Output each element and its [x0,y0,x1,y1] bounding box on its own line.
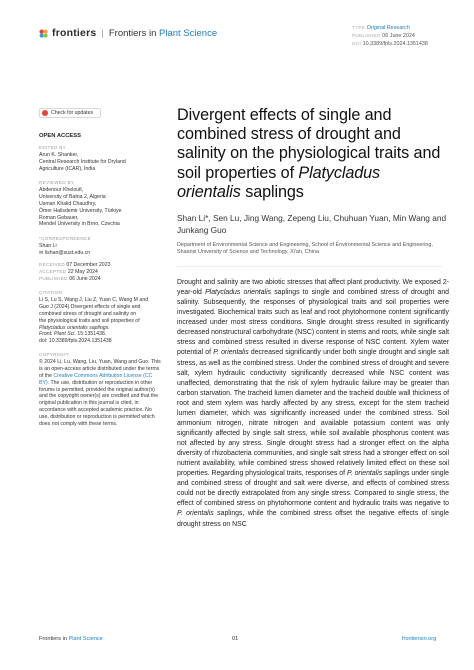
page-number: 01 [232,636,239,642]
reviewed-by-key: REVIEWED BY [39,180,75,185]
correspondence-block [39,236,164,257]
accepted-date: 22 May 2024 [67,268,98,275]
reviewer-line: Usman Khalid Chaudhry, [39,200,97,207]
footer-prefix: Frontiers in [39,636,69,642]
reviewer-line: Abdenour Kheloufi, [39,186,84,193]
published-date: 06 June 2024 [382,33,415,40]
received-date: 07 December 2023 [66,262,111,268]
abstract-part: saplings under single and combined stress of drought and salt were diverse, and effects of combined stress could not be directly extrapolated from any single stress. Compared to single stress, the effect of combined stress on phytohormone content and hydraulic traits was negative to [177,470,449,508]
citation-species: Platycladus orientalis saplings. [39,324,110,331]
frontiers-logo-icon [38,28,49,39]
reviewer-line: Mendel University in Brno, Czechia [39,221,120,228]
brand-name: frontiers [52,27,97,39]
reviewer-line: University of Batna 2, Algeria [39,193,106,200]
abstract-part: Drought and salinity are two abiotic stresses that affect plant productivity. We exposed 2-year-old [177,279,449,297]
edited-by-block [39,145,164,173]
published-key-side: PUBLISHED [39,275,68,281]
author-list: Shan Li*, Sen Lu, Jing Wang, Zepeng Liu, Chuhuan Yuan, Min Wang and Junkang Guo [177,213,447,235]
journal-brand [38,27,217,39]
citation-line: the physiological traits and soil properties of [39,317,140,324]
copyright-text-2: The use, distribution or reproduction in other forums is permitted, provided the original author(s) and the copyright owner(s) are credited and that the original publication in this journal is cited, in accordance with accepted academic practice. No use, distribution or reproduction is permitted which does not comply with these terms. [39,379,159,428]
update-icon [42,110,48,116]
doi-key: DOI [352,41,362,47]
edited-by-key: EDITED BY [39,145,66,150]
abstract-species: P. orientalis [213,349,249,357]
check-for-updates-button[interactable] [39,108,101,118]
email-icon: ✉ [39,249,44,256]
open-access-label: OPEN ACCESS [39,133,81,139]
affiliation: Department of Environmental Science and Engineering, School of Environmental Science and Engineering, Shaanxi University of Science and Technology, Xi'an, China [177,242,433,255]
article-type[interactable]: Original Research [366,25,410,31]
citation-journal: Front. Plant Sci. [39,331,76,338]
title-end: saplings [240,182,304,201]
abstract-species: Platycladus orientalis [205,289,272,297]
type-key: TYPE [352,25,366,30]
abstract-part: saplings to single and combined stress of drought and salinity. Subsequently, the responses of physiological traits and soil properties were investigated. Biochemical traits such as leaf and root phytohormone content significantly increased under most stress conditions. Single drought stress resulted in significantly decreased nonstructural carbohydrate (NSC) content in stems and roots, while single salt stress and combined stress resulted in diverse response of NSC content. Xylem water potential of [177,289,449,357]
journal-name[interactable]: Plant Science [159,27,218,39]
footer-journal [39,636,103,642]
editor-line: Arun K. Shanker, [39,151,79,158]
title-species: Platycladus orientalis [177,163,381,201]
received-key: RECEIVED [39,262,65,267]
editor-line: Agriculture (ICAR), India [39,165,96,172]
footer-journal-name[interactable]: Plant Science [68,636,103,642]
citation-block [39,290,164,345]
doi-value[interactable]: 10.3389/fpls.2024.1351438 [362,41,428,48]
abstract-species: P. orientalis [347,470,383,478]
abstract-species: P. orientalis [177,510,214,518]
citation-line: Li S, Lu S, Wang J, Liu Z, Yuan C, Wang M and [39,296,149,303]
correspondence-key: *CORRESPONDENCE [39,236,91,241]
citation-line: combined stress of drought and salinity on [39,310,137,317]
reviewer-line: Roman Gebauer, [39,214,79,221]
citation-line: Guo J (2024) Divergent effects of single and [39,303,141,310]
abstract-part: decreased significantly under both single drought and single salt stress, as well as the combined stress. Under the combined stress of drought and severe salt, xylem hydraulic conductivity significantly decreased while NSC content was unaffected, demonstrating that the risk of xylem hydraulic failure may be greater than carbon starvation. The tracheid lumen diameter and the tracheid double wall thickness of root and stem xylem was hardly affected by any stress, except for the stem tracheid lumen diameter, which was significantly increased under the combined stress. Soil ammonium nitrogen, nitrate nitrogen and available potassium content was only significantly affected by single salt stress, while soil available phosphorus content was not affected by any stress. Single drought stress had a stronger effect on the alpha diversity of rhizobacteria communities, and single salt stress had a stronger effect on soil nutrient availability, while combined stress showed relatively limited effect on these soil properties. Regarding physiological traits, responses of [177,349,449,478]
brand-separator: | [101,27,104,39]
title-text: Divergent effects of single and combined stress of drought and salinity on the physiological traits and soil properties of [177,106,441,182]
citation-doi[interactable]: doi: 10.3389/fpls.2024.1351438 [39,338,112,345]
abstract-part: saplings, while the combined stress offset the negative effects of single drought stress on NSC [177,510,449,528]
correspondence-name: Shan Li [39,242,57,249]
published-key: PUBLISHED [352,33,381,39]
copyright-text: © 2024 Li, Lu, Wang, Liu, Yuan, Wang and Guo. This is an open-access article distributed under the terms of the [39,358,161,379]
article-meta [352,24,428,49]
citation-volume: 15:1351438. [75,331,107,338]
reviewer-line: Ömer Halisdemir University, Türkiye [39,207,122,214]
brand-prefix: Frontiers in [108,27,157,39]
dates-block [39,262,164,283]
accepted-key: ACCEPTED [39,268,67,274]
reviewed-by-block [39,180,164,228]
license-link[interactable]: Creative Commons Attribution License (CC BY). [39,372,153,386]
divider [177,266,442,267]
citation-key: CITATION [39,290,63,295]
abstract [177,278,449,530]
copyright-block [39,352,161,428]
published-date-side: 06 June 2024 [69,275,101,282]
check-updates-label: Check for updates [51,110,94,116]
editor-line: Central Research Institute for Dryland [39,158,126,165]
copyright-key: COPYRIGHT [39,352,70,357]
article-title [177,106,447,202]
correspondence-email[interactable]: lishan@sust.edu.cn [44,249,91,256]
footer-site-link[interactable]: frontiersin.org [402,636,437,642]
